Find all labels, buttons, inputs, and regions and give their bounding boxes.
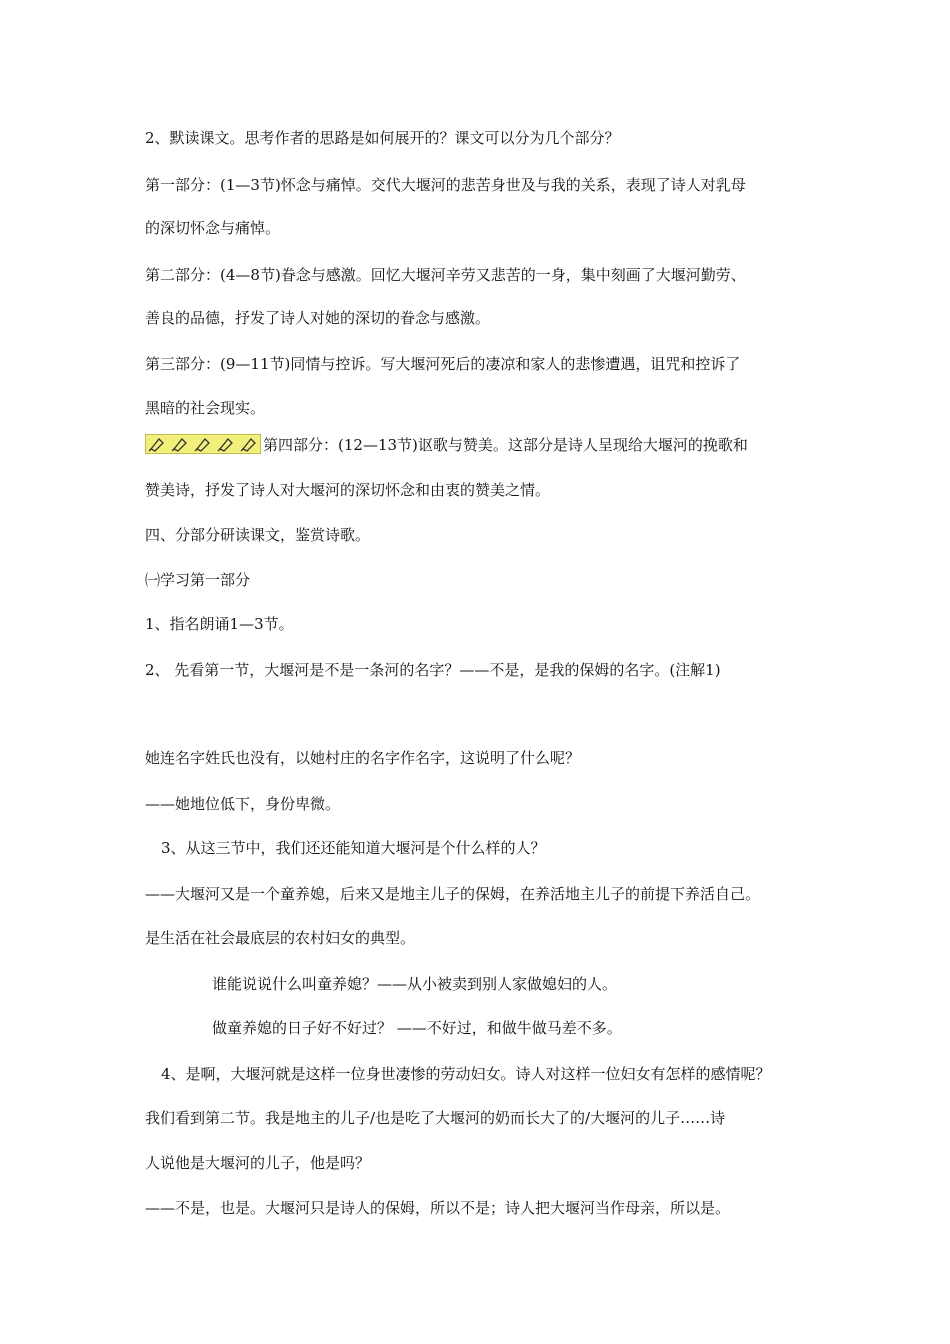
step-3-answer-2: 是生活在社会最底层的农村妇女的典型。 [145,929,416,947]
step-3-answer-1: ——大堰河又是一个童养媳，后来又是地主儿子的保姆，在养活地主儿子的前提下养活自己。 [145,885,761,903]
part-4-line-1 [145,434,748,455]
tongyangxi-question: 谁能说说什么叫童养媳？——从小被卖到别人家做媳妇的人。 [212,975,618,993]
step-4-line-3: 人说他是大堰河的儿子，他是吗？ [145,1154,371,1172]
part-1-line-1: 第一部分：(1—3节)怀念与痛悼。交代大堰河的悲苦身世及与我的关系，表现了诗人对乳母 [145,176,746,194]
step-4-line-1: 4、是啊，大堰河就是这样一位身世凄惨的劳动妇女。诗人对这样一位妇女有怎样的感情呢？ [161,1065,771,1083]
question-2-line: 2、默读课文。思考作者的思路是如何展开的？课文可以分为几个部分？ [145,129,620,147]
step-4-answer: ——不是，也是。大堰河只是诗人的保姆，所以不是；诗人把大堰河当作母亲，所以是。 [145,1199,731,1217]
part-1-line-2: 的深切怀念与痛悼。 [145,219,281,237]
part-4-text: 第四部分：(12—13节)讴歌与赞美。这部分是诗人呈现给大堰河的挽歌和 [263,436,748,454]
subsection-1-heading: ㈠学习第一部分 [145,571,251,589]
part-2-line-2: 善良的品德，抒发了诗人对她的深切的眷念与感激。 [145,309,491,327]
part-2-line-1: 第二部分：(4—8节)眷念与感激。回忆大堰河辛劳又悲苦的一身，集中刻画了大堰河勤劳、 [145,266,746,284]
tongyangxi-life-question: 做童养媳的日子好不好过？ ——不好过，和做牛做马差不多。 [212,1019,622,1037]
step-3-line: 3、从这三节中，我们还还能知道大堰河是个什么样的人？ [161,839,546,857]
pen-stamp-icon [145,434,261,454]
step-1-line: 1、指名朗诵1—3节。 [145,615,294,633]
part-4-line-2: 赞美诗，抒发了诗人对大堰河的深切怀念和由衷的赞美之情。 [145,481,551,499]
part-3-line-1: 第三部分：(9—11节)同情与控诉。写大堰河死后的凄凉和家人的悲惨遭遇，诅咒和控诉了 [145,355,741,373]
section-4-heading: 四、分部分研读课文，鉴赏诗歌。 [145,526,371,544]
step-4-line-2: 我们看到第二节。我是地主的儿子/也是吃了大堰河的奶而长大了的/大堰河的儿子……诗 [145,1109,726,1127]
step-2-question: 她连名字姓氏也没有，以她村庄的名字作名字，这说明了什么呢？ [145,749,581,767]
step-2-line: 2、 先看第一节，大堰河是不是一条河的名字？——不是，是我的保姆的名字。(注解1) [145,661,721,679]
step-2-answer: ——她地位低下，身份卑微。 [145,795,341,813]
part-3-line-2: 黑暗的社会现实。 [145,399,266,417]
